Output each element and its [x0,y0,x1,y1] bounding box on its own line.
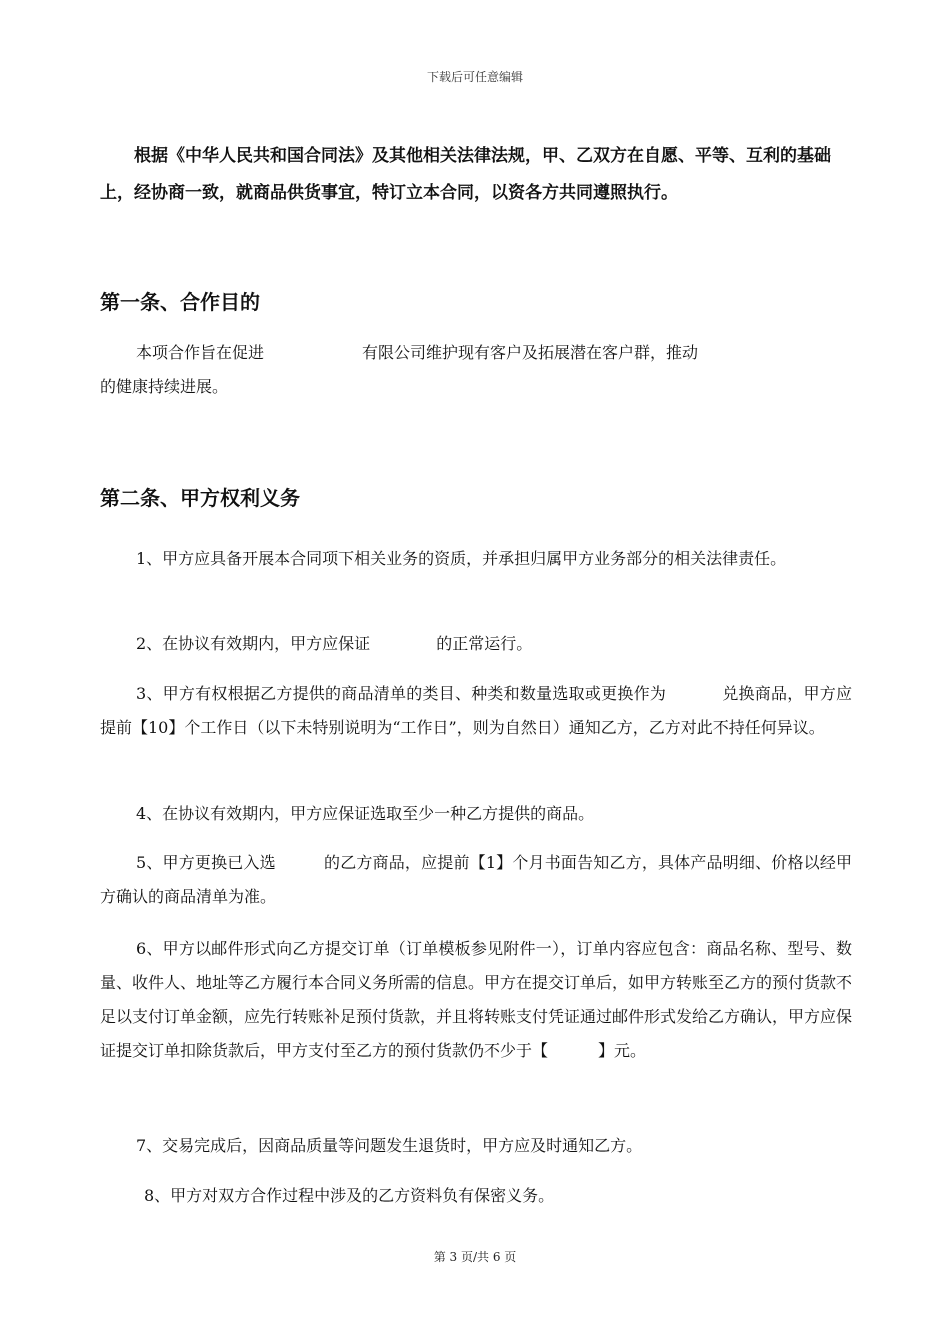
article2-item-5 [100,846,852,914]
item6-bracket-open: 【 [532,1041,549,1060]
article2-item-4: 4、在协议有效期内，甲方应保证选取至少一种乙方提供的商品。 [136,804,595,823]
item6-text-a: 6、甲方以邮件形式向乙方提交订单（订单模板参见附件一），订单内容应包含：商品名称、型号、数量、收件人、地址等乙方履行本合同义务所需的信息。甲方在提交订单后，如甲方转账至乙方的预付货款不足以支付订单金额，应先行转账补足预付货款，并且将转账支付凭证通过邮件形式发给乙方确认，甲方应保证提交订单扣除货款后，甲方支付至乙方的预付货款仍不少于 [100,939,853,1060]
item3-text-b: 兑换商品，甲方应提前【10】个工作日（以下未特别说明为“工作日”，则为自然日）通知乙方，乙方对此不持任何异议。 [100,684,852,737]
item5-text-a: 5、甲方更换已入选 [136,853,276,872]
article1-text-c: 的健康持续进展。 [100,377,229,396]
article2-item-8: 8、甲方对双方合作过程中涉及的乙方资料负有保密义务。 [144,1186,555,1205]
item2-text-a: 2、在协议有效期内，甲方应保证 [136,634,371,653]
article2-item-1: 1、甲方应具备开展本合同项下相关业务的资质，并承担归属甲方业务部分的相关法律责任。 [136,549,787,568]
article1-paragraph [100,336,852,404]
item3-text-a: 3、甲方有权根据乙方提供的商品清单的类目、种类和数量选取或更换作为 [136,684,667,703]
article2-item-6 [100,932,852,1068]
item5-text-b: 的乙方商品，应提前【1】个月书面告知乙方，具体产品明细、价格以经甲方确认的商品清单为准。 [100,853,852,906]
header-note: 下载后可任意编辑 [426,70,523,84]
intro-paragraph: 根据《中华人民共和国合同法》及其他相关法律法规，甲、乙双方在自愿、平等、互利的基础上，经协商一致，就商品供货事宜，特订立本合同，以资各方共同遵照执行。 [100,146,831,203]
article2-title: 第二条、甲方权利义务 [100,486,300,510]
article2-item-7: 7、交易完成后，因商品质量等问题发生退货时，甲方应及时通知乙方。 [136,1136,643,1155]
item6-bracket-close: 】元。 [598,1041,647,1060]
article2-item-2 [100,627,852,661]
article1-title: 第一条、合作目的 [100,290,260,314]
article1-text-a: 本项合作旨在促进 [136,343,265,362]
article1-text-b: 有限公司维护现有客户及拓展潜在客户群，推动 [362,343,699,362]
page-number: 第 3 页/共 6 页 [433,1250,517,1264]
article2-item-3 [100,677,852,745]
item2-text-b: 的正常运行。 [436,634,533,653]
